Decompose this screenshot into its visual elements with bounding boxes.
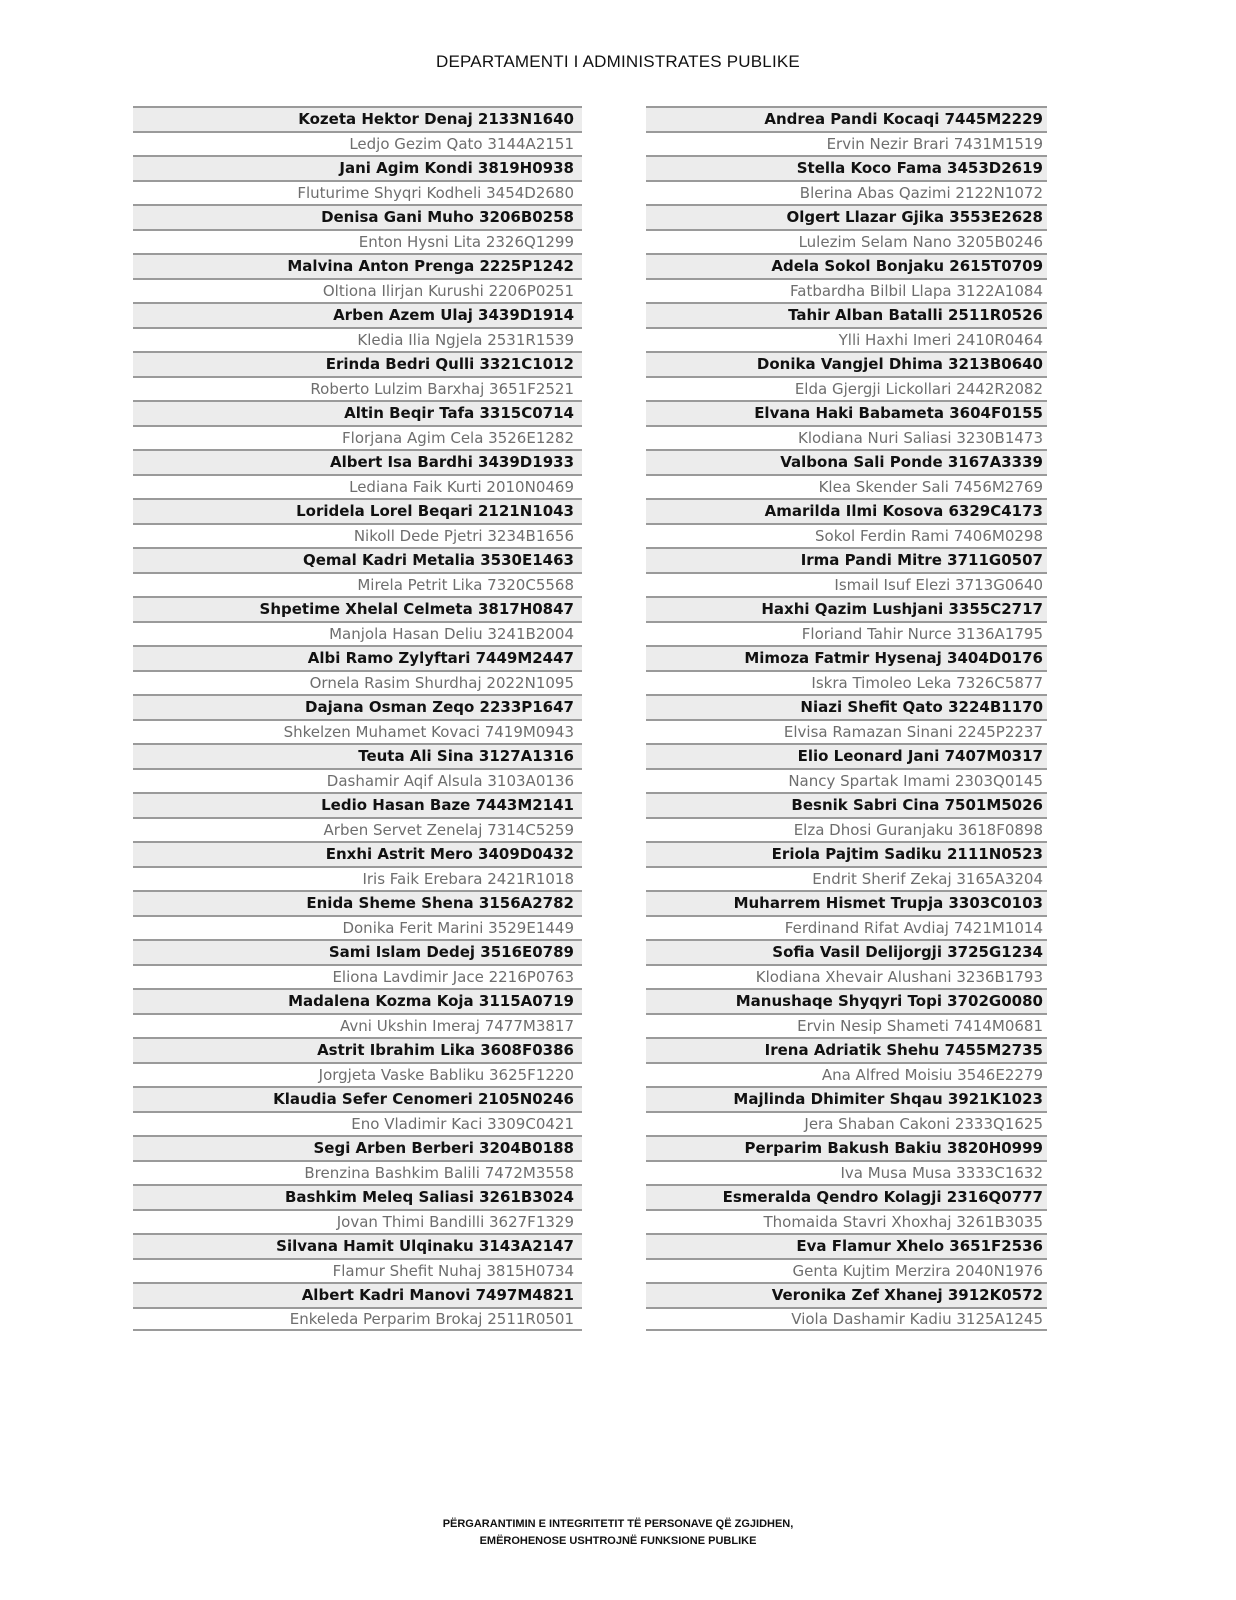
list-item: Eriola Pajtim Sadiku 2111N0523: [646, 841, 1047, 866]
list-item: Denisa Gani Muho 3206B0258: [133, 204, 582, 229]
left-name-list: [133, 106, 582, 1331]
list-item: Jorgjeta Vaske Babliku 3625F1220: [133, 1062, 582, 1087]
list-item: Eva Flamur Xhelo 3651F2536: [646, 1233, 1047, 1258]
list-item: Klodiana Nuri Saliasi 3230B1473: [646, 425, 1047, 450]
list-item: Klea Skender Sali 7456M2769: [646, 474, 1047, 499]
list-item: Ylli Haxhi Imeri 2410R0464: [646, 327, 1047, 352]
list-item: Altin Beqir Tafa 3315C0714: [133, 400, 582, 425]
list-item: Irena Adriatik Shehu 7455M2735: [646, 1037, 1047, 1062]
list-item: Enton Hysni Lita 2326Q1299: [133, 229, 582, 254]
list-item: Ervin Nezir Brari 7431M1519: [646, 131, 1047, 156]
list-item: Manushaqe Shyqyri Topi 3702G0080: [646, 988, 1047, 1013]
list-item: Albert Kadri Manovi 7497M4821: [133, 1282, 582, 1307]
list-item: Stella Koco Fama 3453D2619: [646, 155, 1047, 180]
list-item: Irma Pandi Mitre 3711G0507: [646, 547, 1047, 572]
list-item: Iris Faik Erebara 2421R1018: [133, 866, 582, 891]
list-item: Qemal Kadri Metalia 3530E1463: [133, 547, 582, 572]
list-item: Lulezim Selam Nano 3205B0246: [646, 229, 1047, 254]
footer-line-2: EMËROHENOSE USHTROJNË FUNKSIONE PUBLIKE: [479, 1535, 757, 1547]
list-item: Olgert Llazar Gjika 3553E2628: [646, 204, 1047, 229]
list-item: Jani Agim Kondi 3819H0938: [133, 155, 582, 180]
list-item: Madalena Kozma Koja 3115A0719: [133, 988, 582, 1013]
list-item: Fatbardha Bilbil Llapa 3122A1084: [646, 278, 1047, 303]
list-item: Ferdinand Rifat Avdiaj 7421M1014: [646, 915, 1047, 940]
list-item: Blerina Abas Qazimi 2122N1072: [646, 180, 1047, 205]
list-item: Flamur Shefit Nuhaj 3815H0734: [133, 1258, 582, 1283]
list-item: Ledio Hasan Baze 7443M2141: [133, 792, 582, 817]
list-item: Sami Islam Dedej 3516E0789: [133, 939, 582, 964]
list-item: Roberto Lulzim Barxhaj 3651F2521: [133, 376, 582, 401]
list-item: Donika Vangjel Dhima 3213B0640: [646, 351, 1047, 376]
list-item: Elda Gjergji Lickollari 2442R2082: [646, 376, 1047, 401]
footer: [0, 1516, 1236, 1550]
list-item: Ismail Isuf Elezi 3713G0640: [646, 572, 1047, 597]
list-item: Eno Vladimir Kaci 3309C0421: [133, 1111, 582, 1136]
list-item: Malvina Anton Prenga 2225P1242: [133, 253, 582, 278]
list-item: Floriand Tahir Nurce 3136A1795: [646, 621, 1047, 646]
list-item: Valbona Sali Ponde 3167A3339: [646, 449, 1047, 474]
list-item: Sofia Vasil Delijorgji 3725G1234: [646, 939, 1047, 964]
list-item: Jovan Thimi Bandilli 3627F1329: [133, 1209, 582, 1234]
list-item: Enxhi Astrit Mero 3409D0432: [133, 841, 582, 866]
list-item: Perparim Bakush Bakiu 3820H0999: [646, 1135, 1047, 1160]
list-item: Segi Arben Berberi 3204B0188: [133, 1135, 582, 1160]
list-item: Albi Ramo Zylyftari 7449M2447: [133, 645, 582, 670]
list-item: Klodiana Xhevair Alushani 3236B1793: [646, 964, 1047, 989]
list-item: Esmeralda Qendro Kolagji 2316Q0777: [646, 1184, 1047, 1209]
list-item: Shkelzen Muhamet Kovaci 7419M0943: [133, 719, 582, 744]
list-item: Nikoll Dede Pjetri 3234B1656: [133, 523, 582, 548]
list-item: Ornela Rasim Shurdhaj 2022N1095: [133, 670, 582, 695]
right-name-list: [646, 106, 1047, 1331]
list-item: Fluturime Shyqri Kodheli 3454D2680: [133, 180, 582, 205]
list-item: Niazi Shefit Qato 3224B1170: [646, 694, 1047, 719]
list-item: Brenzina Bashkim Balili 7472M3558: [133, 1160, 582, 1185]
list-item: Florjana Agim Cela 3526E1282: [133, 425, 582, 450]
footer-line-1: PËRGARANTIMIN E INTEGRITETIT TË PERSONAVE QË ZGJIDHEN,: [442, 1518, 794, 1530]
list-item: Jera Shaban Cakoni 2333Q1625: [646, 1111, 1047, 1136]
list-item: Elio Leonard Jani 7407M0317: [646, 743, 1047, 768]
list-item: Kozeta Hektor Denaj 2133N1640: [133, 106, 582, 131]
list-item: Enkeleda Perparim Brokaj 2511R0501: [133, 1307, 582, 1332]
list-item: Veronika Zef Xhanej 3912K0572: [646, 1282, 1047, 1307]
list-item: Sokol Ferdin Rami 7406M0298: [646, 523, 1047, 548]
list-item: Enida Sheme Shena 3156A2782: [133, 890, 582, 915]
list-item: Donika Ferit Marini 3529E1449: [133, 915, 582, 940]
list-item: Tahir Alban Batalli 2511R0526: [646, 302, 1047, 327]
list-item: Ledjo Gezim Qato 3144A2151: [133, 131, 582, 156]
list-item: Ervin Nesip Shameti 7414M0681: [646, 1013, 1047, 1038]
list-item: Loridela Lorel Beqari 2121N1043: [133, 498, 582, 523]
list-item: Endrit Sherif Zekaj 3165A3204: [646, 866, 1047, 891]
list-item: Muharrem Hismet Trupja 3303C0103: [646, 890, 1047, 915]
list-item: Eliona Lavdimir Jace 2216P0763: [133, 964, 582, 989]
list-item: Iskra Timoleo Leka 7326C5877: [646, 670, 1047, 695]
list-item: Viola Dashamir Kadiu 3125A1245: [646, 1307, 1047, 1332]
list-item: Thomaida Stavri Xhoxhaj 3261B3035: [646, 1209, 1047, 1234]
list-item: Ana Alfred Moisiu 3546E2279: [646, 1062, 1047, 1087]
list-item: Iva Musa Musa 3333C1632: [646, 1160, 1047, 1185]
list-item: Mimoza Fatmir Hysenaj 3404D0176: [646, 645, 1047, 670]
list-item: Dashamir Aqif Alsula 3103A0136: [133, 768, 582, 793]
list-item: Andrea Pandi Kocaqi 7445M2229: [646, 106, 1047, 131]
list-item: Manjola Hasan Deliu 3241B2004: [133, 621, 582, 646]
list-item: Erinda Bedri Qulli 3321C1012: [133, 351, 582, 376]
list-item: Mirela Petrit Lika 7320C5568: [133, 572, 582, 597]
list-item: Bashkim Meleq Saliasi 3261B3024: [133, 1184, 582, 1209]
list-item: Silvana Hamit Ulqinaku 3143A2147: [133, 1233, 582, 1258]
list-item: Besnik Sabri Cina 7501M5026: [646, 792, 1047, 817]
document-title: DEPARTAMENTI I ADMINISTRATES PUBLIKE: [436, 52, 800, 71]
list-item: Avni Ukshin Imeraj 7477M3817: [133, 1013, 582, 1038]
list-item: Genta Kujtim Merzira 2040N1976: [646, 1258, 1047, 1283]
list-item: Arben Servet Zenelaj 7314C5259: [133, 817, 582, 842]
list-item: Klaudia Sefer Cenomeri 2105N0246: [133, 1086, 582, 1111]
list-item: Astrit Ibrahim Lika 3608F0386: [133, 1037, 582, 1062]
list-item: Albert Isa Bardhi 3439D1933: [133, 449, 582, 474]
list-item: Elvisa Ramazan Sinani 2245P2237: [646, 719, 1047, 744]
list-item: Shpetime Xhelal Celmeta 3817H0847: [133, 596, 582, 621]
list-item: Majlinda Dhimiter Shqau 3921K1023: [646, 1086, 1047, 1111]
list-item: Nancy Spartak Imami 2303Q0145: [646, 768, 1047, 793]
list-item: Amarilda Ilmi Kosova 6329C4173: [646, 498, 1047, 523]
list-item: Haxhi Qazim Lushjani 3355C2717: [646, 596, 1047, 621]
list-item: Arben Azem Ulaj 3439D1914: [133, 302, 582, 327]
list-item: Dajana Osman Zeqo 2233P1647: [133, 694, 582, 719]
list-item: Oltiona Ilirjan Kurushi 2206P0251: [133, 278, 582, 303]
list-item: Teuta Ali Sina 3127A1316: [133, 743, 582, 768]
list-item: Elvana Haki Babameta 3604F0155: [646, 400, 1047, 425]
list-item: Adela Sokol Bonjaku 2615T0709: [646, 253, 1047, 278]
list-item: Elza Dhosi Guranjaku 3618F0898: [646, 817, 1047, 842]
list-item: Kledia Ilia Ngjela 2531R1539: [133, 327, 582, 352]
list-item: Lediana Faik Kurti 2010N0469: [133, 474, 582, 499]
